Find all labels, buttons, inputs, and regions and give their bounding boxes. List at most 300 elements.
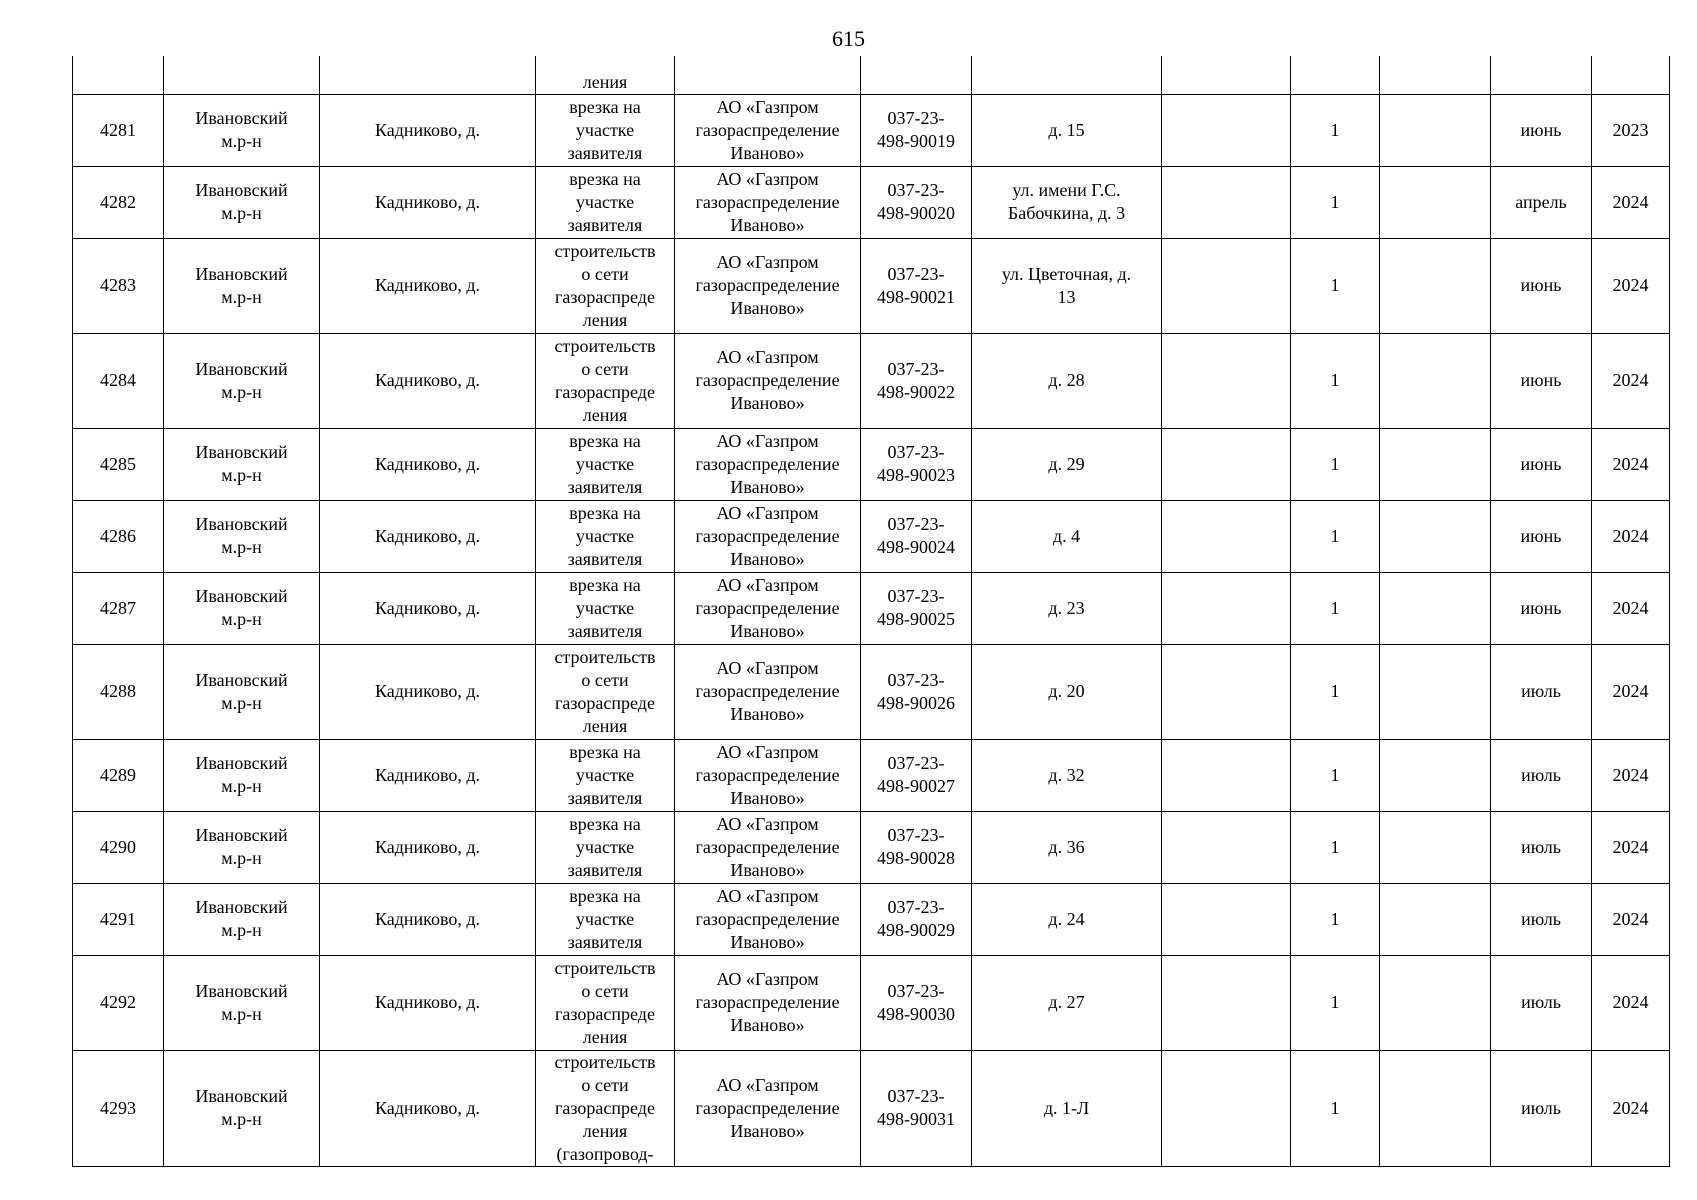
cell-locality bbox=[320, 739, 536, 811]
cell-year bbox=[1592, 333, 1670, 428]
cell-code bbox=[861, 238, 972, 333]
cell-qty bbox=[1291, 572, 1380, 644]
cell-empty-2 bbox=[1380, 811, 1491, 883]
cell-code bbox=[861, 644, 972, 739]
cell-year-text: 2023 bbox=[1612, 119, 1649, 140]
cell-code-text: 037-23- 498-90030 bbox=[877, 980, 955, 1024]
cell-org bbox=[675, 883, 861, 955]
cell-empty-2 bbox=[1380, 333, 1491, 428]
table-row bbox=[73, 428, 1670, 500]
cell-locality-text: Кадниково, д. bbox=[374, 992, 481, 1012]
cell-year bbox=[1592, 94, 1670, 166]
cell-district-text: Ивановский м.р-н bbox=[195, 442, 288, 485]
continuation-type-text: ления bbox=[582, 71, 628, 92]
cell-month-text: июль bbox=[1521, 764, 1561, 785]
cell-type-text: врезка на участке заявителя bbox=[567, 502, 643, 569]
cell-num-text: 4285 bbox=[100, 453, 136, 474]
cell-month bbox=[1491, 333, 1592, 428]
cell-num bbox=[73, 739, 164, 811]
cell-address-text: д. 24 bbox=[1048, 908, 1085, 929]
cell-type-text: строительств о сети газораспреде ления bbox=[554, 957, 656, 1047]
cell-type bbox=[536, 739, 675, 811]
cell-month bbox=[1491, 572, 1592, 644]
cell-district-text: Ивановский м.р-н bbox=[195, 1086, 288, 1129]
cell-num bbox=[73, 56, 164, 94]
cell-code-text: 037-23- 498-90025 bbox=[877, 586, 955, 629]
cell-empty-1 bbox=[1162, 955, 1291, 1050]
cell-empty-1 bbox=[1162, 238, 1291, 333]
table-row bbox=[73, 238, 1670, 333]
cell-address-text: д. 20 bbox=[1048, 681, 1085, 701]
cell-qty-text: 1 bbox=[1330, 764, 1340, 785]
cell-address bbox=[972, 1050, 1162, 1166]
cell-year bbox=[1592, 56, 1670, 94]
cell-qty-text: 1 bbox=[1330, 908, 1340, 929]
cell-address bbox=[972, 572, 1162, 644]
cell-qty-text: 1 bbox=[1330, 191, 1340, 212]
cell-code-text: 037-23- 498-90021 bbox=[877, 263, 955, 307]
cell-year bbox=[1592, 811, 1670, 883]
cell-type bbox=[536, 883, 675, 955]
cell-org bbox=[675, 1050, 861, 1166]
cell-district-text: Ивановский м.р-н bbox=[195, 980, 288, 1024]
table-row bbox=[73, 1050, 1670, 1166]
cell-code-text: 037-23- 498-90027 bbox=[877, 753, 955, 796]
cell-address-text: ул. имени Г.С. Бабочкина, д. 3 bbox=[1007, 180, 1126, 223]
cell-org bbox=[675, 500, 861, 572]
cell-org bbox=[675, 811, 861, 883]
cell-empty-2 bbox=[1380, 739, 1491, 811]
cell-num bbox=[73, 238, 164, 333]
cell-address-text: д. 28 bbox=[1048, 370, 1085, 390]
cell-district-text: Ивановский м.р-н bbox=[195, 358, 288, 402]
cell-code bbox=[861, 94, 972, 166]
cell-type bbox=[536, 94, 675, 166]
cell-year-text: 2024 bbox=[1612, 275, 1649, 295]
cell-qty bbox=[1291, 238, 1380, 333]
cell-year-text: 2024 bbox=[1612, 370, 1649, 390]
cell-locality-text: Кадниково, д. bbox=[374, 764, 481, 785]
cell-empty-2 bbox=[1380, 955, 1491, 1050]
cell-type bbox=[536, 644, 675, 739]
cell-qty bbox=[1291, 644, 1380, 739]
cell-address-text: д. 23 bbox=[1048, 597, 1085, 618]
cell-locality-text: Кадниково, д. bbox=[374, 597, 481, 618]
cell-district bbox=[164, 739, 320, 811]
cell-code bbox=[861, 739, 972, 811]
cell-locality bbox=[320, 1050, 536, 1166]
cell-qty-text: 1 bbox=[1330, 992, 1340, 1012]
cell-code bbox=[861, 56, 972, 94]
cell-org bbox=[675, 739, 861, 811]
cell-num-text: 4293 bbox=[100, 1097, 136, 1118]
cell-code-text: 037-23- 498-90022 bbox=[877, 358, 955, 402]
table-row bbox=[73, 166, 1670, 238]
cell-org bbox=[675, 94, 861, 166]
cell-district bbox=[164, 333, 320, 428]
cell-address bbox=[972, 166, 1162, 238]
continuation-row bbox=[73, 56, 1670, 94]
cell-year-text: 2024 bbox=[1612, 453, 1649, 474]
cell-month bbox=[1491, 644, 1592, 739]
cell-type bbox=[536, 811, 675, 883]
cell-address bbox=[972, 333, 1162, 428]
cell-empty-1 bbox=[1162, 56, 1291, 94]
table-row bbox=[73, 883, 1670, 955]
cell-locality bbox=[320, 94, 536, 166]
cell-locality bbox=[320, 955, 536, 1050]
cell-address-text: д. 32 bbox=[1048, 764, 1085, 785]
cell-month-text: июнь bbox=[1520, 525, 1562, 546]
cell-qty-text: 1 bbox=[1330, 836, 1340, 857]
cell-qty-text: 1 bbox=[1330, 453, 1340, 474]
cell-num-text: 4284 bbox=[100, 370, 136, 390]
cell-address-text: д. 4 bbox=[1052, 525, 1081, 546]
cell-empty-2 bbox=[1380, 428, 1491, 500]
cell-month-text: июнь bbox=[1520, 370, 1562, 390]
cell-empty-2 bbox=[1380, 572, 1491, 644]
cell-address-text: д. 27 bbox=[1048, 992, 1085, 1012]
cell-empty-1 bbox=[1162, 333, 1291, 428]
cell-district bbox=[164, 811, 320, 883]
cell-org-text: АО «Газпром газораспределение Иваново» bbox=[695, 502, 840, 569]
cell-org-text: АО «Газпром газораспределение Иваново» bbox=[695, 885, 840, 952]
cell-locality-text: Кадниково, д. bbox=[374, 836, 481, 857]
cell-org-text: АО «Газпром газораспределение Иваново» bbox=[695, 347, 840, 413]
gasification-register-table bbox=[72, 56, 1670, 1167]
cell-year bbox=[1592, 428, 1670, 500]
cell-empty-1 bbox=[1162, 811, 1291, 883]
cell-type bbox=[536, 166, 675, 238]
cell-locality-text: Кадниково, д. bbox=[374, 275, 481, 295]
cell-locality-text: Кадниково, д. bbox=[374, 908, 481, 929]
cell-org-text: АО «Газпром газораспределение Иваново» bbox=[695, 741, 840, 808]
cell-type-text: врезка на участке заявителя bbox=[567, 168, 643, 235]
cell-month-text: апрель bbox=[1515, 191, 1567, 212]
cell-month-text: июнь bbox=[1520, 119, 1562, 140]
cell-code bbox=[861, 333, 972, 428]
cell-qty bbox=[1291, 166, 1380, 238]
cell-address bbox=[972, 811, 1162, 883]
cell-month bbox=[1491, 428, 1592, 500]
cell-district bbox=[164, 500, 320, 572]
cell-month bbox=[1491, 739, 1592, 811]
cell-month-text: июль bbox=[1521, 992, 1561, 1012]
cell-num-text: 4286 bbox=[100, 525, 136, 546]
cell-qty-text: 1 bbox=[1330, 119, 1340, 140]
cell-address-text: д. 15 bbox=[1048, 119, 1085, 140]
cell-num bbox=[73, 883, 164, 955]
cell-code-text: 037-23- 498-90026 bbox=[877, 669, 955, 713]
cell-org-text: АО «Газпром газораспределение Иваново» bbox=[695, 813, 840, 880]
cell-code-text: 037-23- 498-90023 bbox=[877, 442, 955, 485]
cell-empty-2 bbox=[1380, 883, 1491, 955]
cell-empty-1 bbox=[1162, 739, 1291, 811]
cell-month-text: июль bbox=[1521, 836, 1561, 857]
cell-locality bbox=[320, 572, 536, 644]
cell-type bbox=[536, 955, 675, 1050]
cell-district-text: Ивановский м.р-н bbox=[195, 180, 288, 223]
cell-num-text: 4292 bbox=[100, 992, 136, 1012]
cell-code bbox=[861, 572, 972, 644]
cell-type-text: строительств о сети газораспреде ления bbox=[554, 240, 656, 330]
cell-code bbox=[861, 955, 972, 1050]
cell-locality bbox=[320, 238, 536, 333]
cell-empty-2 bbox=[1380, 644, 1491, 739]
cell-qty-text: 1 bbox=[1330, 681, 1340, 701]
cell-org bbox=[675, 166, 861, 238]
cell-qty bbox=[1291, 94, 1380, 166]
cell-address-text: д. 1-Л bbox=[1043, 1097, 1090, 1118]
cell-month bbox=[1491, 811, 1592, 883]
cell-type bbox=[536, 1050, 675, 1166]
cell-org bbox=[675, 428, 861, 500]
cell-locality bbox=[320, 883, 536, 955]
cell-code-text: 037-23- 498-90024 bbox=[877, 514, 955, 557]
cell-district-text: Ивановский м.р-н bbox=[195, 669, 288, 713]
cell-empty-1 bbox=[1162, 1050, 1291, 1166]
cell-code-text: 037-23- 498-90031 bbox=[877, 1086, 955, 1129]
cell-num bbox=[73, 572, 164, 644]
cell-empty-2 bbox=[1380, 238, 1491, 333]
cell-address-text: ул. Цветочная, д. 13 bbox=[1001, 263, 1132, 307]
cell-empty-2 bbox=[1380, 56, 1491, 94]
cell-district-text: Ивановский м.р-н bbox=[195, 753, 288, 796]
cell-address-text: д. 29 bbox=[1048, 453, 1085, 474]
cell-num-text: 4290 bbox=[100, 836, 136, 857]
cell-district-text: Ивановский м.р-н bbox=[195, 825, 288, 868]
cell-address bbox=[972, 56, 1162, 94]
cell-year bbox=[1592, 572, 1670, 644]
cell-type bbox=[536, 572, 675, 644]
cell-qty-text: 1 bbox=[1330, 1097, 1340, 1118]
cell-empty-2 bbox=[1380, 1050, 1491, 1166]
cell-address bbox=[972, 644, 1162, 739]
cell-address bbox=[972, 883, 1162, 955]
table-row bbox=[73, 644, 1670, 739]
cell-empty-1 bbox=[1162, 572, 1291, 644]
cell-type-text: врезка на участке заявителя bbox=[567, 96, 643, 163]
cell-locality bbox=[320, 56, 536, 94]
cell-type bbox=[536, 500, 675, 572]
cell-address bbox=[972, 500, 1162, 572]
cell-district-text: Ивановский м.р-н bbox=[195, 263, 288, 307]
cell-code bbox=[861, 166, 972, 238]
cell-empty-1 bbox=[1162, 883, 1291, 955]
table-row bbox=[73, 94, 1670, 166]
cell-org-text: АО «Газпром газораспределение Иваново» bbox=[695, 252, 840, 318]
table-row bbox=[73, 955, 1670, 1050]
cell-num bbox=[73, 94, 164, 166]
cell-year-text: 2024 bbox=[1612, 1097, 1649, 1118]
cell-district bbox=[164, 955, 320, 1050]
cell-month bbox=[1491, 238, 1592, 333]
cell-year-text: 2024 bbox=[1612, 597, 1649, 618]
cell-type-text: строительств о сети газораспреде ления bbox=[554, 646, 656, 736]
cell-org bbox=[675, 238, 861, 333]
cell-month bbox=[1491, 500, 1592, 572]
cell-month-text: июль bbox=[1521, 1097, 1561, 1118]
cell-year-text: 2024 bbox=[1612, 992, 1649, 1012]
cell-empty-1 bbox=[1162, 500, 1291, 572]
cell-org-text: АО «Газпром газораспределение Иваново» bbox=[695, 1074, 840, 1141]
cell-district bbox=[164, 644, 320, 739]
cell-district bbox=[164, 1050, 320, 1166]
cell-code-text: 037-23- 498-90028 bbox=[877, 825, 955, 868]
cell-address bbox=[972, 238, 1162, 333]
cell-locality-text: Кадниково, д. bbox=[374, 453, 481, 474]
cell-district bbox=[164, 94, 320, 166]
cell-locality-text: Кадниково, д. bbox=[374, 525, 481, 546]
cell-org bbox=[675, 572, 861, 644]
cell-empty-1 bbox=[1162, 166, 1291, 238]
cell-qty bbox=[1291, 500, 1380, 572]
cell-year bbox=[1592, 955, 1670, 1050]
cell-num bbox=[73, 166, 164, 238]
cell-num-text: 4287 bbox=[100, 597, 136, 618]
cell-year-text: 2024 bbox=[1612, 836, 1649, 857]
cell-qty bbox=[1291, 56, 1380, 94]
cell-locality bbox=[320, 333, 536, 428]
cell-address bbox=[972, 428, 1162, 500]
cell-code-text: 037-23- 498-90029 bbox=[877, 897, 955, 940]
cell-month-text: июль bbox=[1521, 681, 1561, 701]
cell-num-text: 4283 bbox=[100, 275, 136, 295]
cell-district-text: Ивановский м.р-н bbox=[195, 897, 288, 940]
table-row bbox=[73, 811, 1670, 883]
cell-empty-2 bbox=[1380, 166, 1491, 238]
cell-address-text: д. 36 bbox=[1048, 836, 1085, 857]
cell-district bbox=[164, 572, 320, 644]
cell-num bbox=[73, 333, 164, 428]
cell-org-text: АО «Газпром газораспределение Иваново» bbox=[695, 96, 840, 163]
cell-empty-1 bbox=[1162, 428, 1291, 500]
cell-month-text: июнь bbox=[1520, 275, 1562, 295]
cell-num bbox=[73, 644, 164, 739]
cell-district-text: Ивановский м.р-н bbox=[195, 514, 288, 557]
cell-code bbox=[861, 500, 972, 572]
cell-code bbox=[861, 811, 972, 883]
cell-qty bbox=[1291, 1050, 1380, 1166]
cell-year bbox=[1592, 883, 1670, 955]
cell-district bbox=[164, 238, 320, 333]
cell-district-text: Ивановский м.р-н bbox=[195, 108, 288, 151]
cell-year bbox=[1592, 166, 1670, 238]
cell-district bbox=[164, 428, 320, 500]
cell-qty-text: 1 bbox=[1330, 370, 1340, 390]
cell-month bbox=[1491, 56, 1592, 94]
cell-address bbox=[972, 94, 1162, 166]
cell-year-text: 2024 bbox=[1612, 908, 1649, 929]
cell-type-text: врезка на участке заявителя bbox=[567, 741, 643, 808]
cell-org bbox=[675, 56, 861, 94]
cell-org-text: АО «Газпром газораспределение Иваново» bbox=[695, 168, 840, 235]
cell-month-text: июнь bbox=[1520, 597, 1562, 618]
cell-locality-text: Кадниково, д. bbox=[374, 1097, 481, 1118]
cell-empty-2 bbox=[1380, 94, 1491, 166]
cell-num-text: 4281 bbox=[100, 119, 136, 140]
cell-org-text: АО «Газпром газораспределение Иваново» bbox=[695, 969, 840, 1035]
cell-year-text: 2024 bbox=[1612, 191, 1649, 212]
cell-year-text: 2024 bbox=[1612, 681, 1649, 701]
cell-org-text: АО «Газпром газораспределение Иваново» bbox=[695, 430, 840, 497]
page-number: 615 bbox=[832, 26, 865, 51]
cell-month bbox=[1491, 1050, 1592, 1166]
cell-qty bbox=[1291, 333, 1380, 428]
table-row bbox=[73, 739, 1670, 811]
cell-empty-1 bbox=[1162, 94, 1291, 166]
cell-num bbox=[73, 428, 164, 500]
cell-type-text: строительств о сети газораспреде ления bbox=[554, 335, 656, 425]
cell-district bbox=[164, 56, 320, 94]
cell-qty-text: 1 bbox=[1330, 525, 1340, 546]
cell-locality bbox=[320, 500, 536, 572]
cell-empty-1 bbox=[1162, 644, 1291, 739]
cell-org-text: АО «Газпром газораспределение Иваново» bbox=[695, 574, 840, 641]
table-row bbox=[73, 500, 1670, 572]
cell-year-text: 2024 bbox=[1612, 764, 1649, 785]
cell-district bbox=[164, 883, 320, 955]
cell-locality bbox=[320, 166, 536, 238]
cell-org bbox=[675, 644, 861, 739]
cell-month-text: июль bbox=[1521, 908, 1561, 929]
cell-month bbox=[1491, 166, 1592, 238]
cell-month bbox=[1491, 94, 1592, 166]
cell-num-text: 4291 bbox=[100, 908, 136, 929]
cell-code-text: 037-23- 498-90020 bbox=[877, 180, 955, 223]
cell-org bbox=[675, 333, 861, 428]
cell-type-text: врезка на участке заявителя bbox=[567, 574, 643, 641]
cell-num-text: 4288 bbox=[100, 681, 136, 701]
cell-district bbox=[164, 166, 320, 238]
cell-address bbox=[972, 955, 1162, 1050]
cell-type bbox=[536, 56, 675, 94]
cell-qty bbox=[1291, 811, 1380, 883]
cell-type-text: врезка на участке заявителя bbox=[567, 813, 643, 880]
cell-num-text: 4282 bbox=[100, 191, 136, 212]
cell-empty-2 bbox=[1380, 500, 1491, 572]
cell-type bbox=[536, 428, 675, 500]
cell-month bbox=[1491, 883, 1592, 955]
cell-code bbox=[861, 883, 972, 955]
cell-qty-text: 1 bbox=[1330, 597, 1340, 618]
table-row bbox=[73, 333, 1670, 428]
cell-year-text: 2024 bbox=[1612, 525, 1649, 546]
cell-locality bbox=[320, 428, 536, 500]
cell-address bbox=[972, 739, 1162, 811]
cell-code bbox=[861, 428, 972, 500]
cell-num bbox=[73, 500, 164, 572]
cell-year bbox=[1592, 1050, 1670, 1166]
cell-type bbox=[536, 333, 675, 428]
cell-qty bbox=[1291, 883, 1380, 955]
cell-type bbox=[536, 238, 675, 333]
cell-year bbox=[1592, 500, 1670, 572]
cell-type-text: строительств о сети газораспреде ления (газопровод- bbox=[554, 1051, 656, 1164]
cell-month bbox=[1491, 955, 1592, 1050]
cell-qty bbox=[1291, 739, 1380, 811]
cell-num bbox=[73, 1050, 164, 1166]
cell-code-text: 037-23- 498-90019 bbox=[877, 108, 955, 151]
cell-org-text: АО «Газпром газораспределение Иваново» bbox=[695, 658, 840, 724]
cell-type-text: врезка на участке заявителя bbox=[567, 430, 643, 497]
cell-org bbox=[675, 955, 861, 1050]
cell-locality bbox=[320, 811, 536, 883]
cell-year bbox=[1592, 739, 1670, 811]
cell-code bbox=[861, 1050, 972, 1166]
cell-district-text: Ивановский м.р-н bbox=[195, 586, 288, 629]
cell-num-text: 4289 bbox=[100, 764, 136, 785]
